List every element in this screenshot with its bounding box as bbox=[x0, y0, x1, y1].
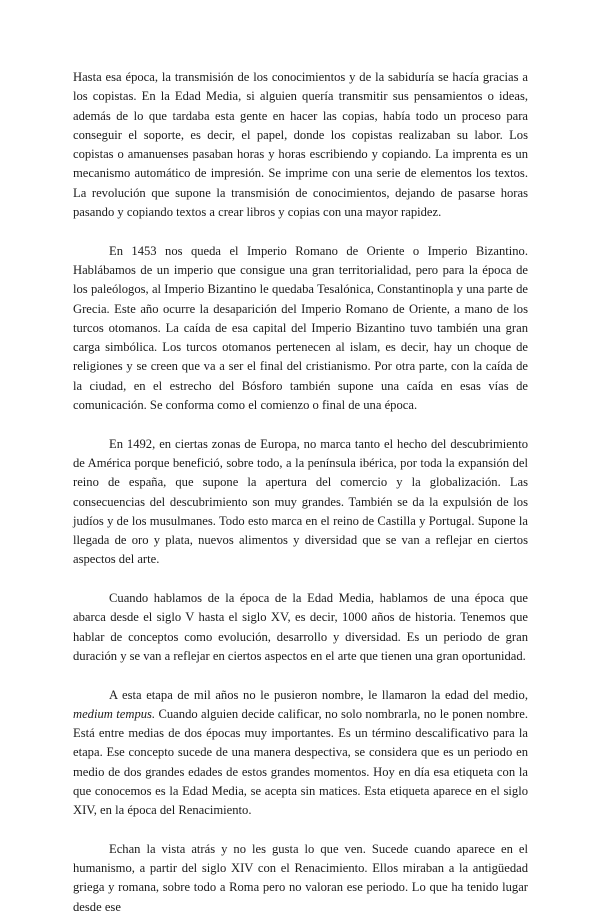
paragraph-1492: En 1492, en ciertas zonas de Europa, no marca tanto el hecho del descubrimiento de América porque benefició, sobre todo, a la península ibérica, por toda la expansión del reino de españa, que supone la apertura del comercio y la globalización. Las consecuencias del descubrimiento son muy grandes. También se da la expulsión de los judíos y de los musulmanes. Todo esto marca en el reino de Castilla y Portugal. Supone la llegada de oro y plata, nuevos alimentos y diversidad que se van a reflejar en ciertos aspectos del arte. bbox=[73, 436, 528, 567]
paragraph-text-segment: Cuando alguien decide calificar, no solo nombrarla, no le ponen nombre. Está entre medias de dos épocas muy importantes. Es un término descalificativo para la etapa. Ese concepto sucede de una manera despectiva, se considera que es un periodo en medio de dos grandes edades de estos grandes momentos. Hoy en día esa etiqueta con la que conocemos es la Edad Media, se acepta sin matices. Esta etiqueta aparece en el siglo XIV, en la época del Renacimiento. bbox=[73, 706, 528, 818]
paragraph-text-segment: A esta etapa de mil años no le pusieron nombre, le llamaron la edad del medio, bbox=[109, 687, 528, 702]
document-body bbox=[73, 68, 528, 917]
paragraph-medium-tempus bbox=[73, 686, 528, 821]
paragraph-edad-media: Cuando hablamos de la época de la Edad Media, hablamos de una época que abarca desde el siglo V hasta el siglo XV, es decir, 1000 años de historia. Tenemos que hablar de conceptos como evolución, desarrollo y diversidad. Es un periodo de gran duración y se van a reflejar en ciertos aspectos en el arte que tienen una gran oportunidad. bbox=[73, 591, 528, 663]
italic-term: medium tempus. bbox=[73, 706, 156, 721]
paragraph-copistas: Hasta esa época, la transmisión de los conocimientos y de la sabiduría se hacía gracias a los copistas. En la Edad Media, si alguien quería transmitir sus pensamientos o ideas, además de lo que tardaba esta gente en hacer las copias, había todo un proceso para conseguir el soporte, es decir, el papel, donde los copistas realizaban su labor. Los copistas o amanuenses pasaban horas y horas escribiendo y copiando. La imprenta es un mecanismo automático de impresión. Se imprime con una serie de elementos los textos. La revolución que supone la transmisión de conocimientos, dejando de pasarse horas pasando y copiando textos a crear libros y copias con una mayor rapidez. bbox=[73, 70, 528, 220]
paragraph-1453: En 1453 nos queda el Imperio Romano de Oriente o Imperio Bizantino. Hablábamos de un imperio que consigue una gran territorialidad, pero para la época de los paleólogos, al Imperio Bizantino le quedaba Tesalónica, Constantinopla y una parte de Grecia. Este año ocurre la desaparición del Imperio Romano de Oriente, a mano de los turcos otomanos. La caída de esa capital del Imperio Bizantino tuvo también una gran carga simbólica. Los turcos otomanos pertenecen al islam, es decir, hay un choque de religiones y se creen que va a ser el final del cristianismo. Por otra parte, con la caída de la ciudad, en el estrecho del Bósforo también supone una caída en esas vías de comunicación. Se conforma como el comienzo o final de una época. bbox=[73, 243, 528, 413]
paragraph-renacimiento: Echan la vista atrás y no les gusta lo que ven. Sucede cuando aparece en el humanismo, a partir del siglo XIV con el Renacimiento. Ellos miraban a la antigüedad griega y romana, sobre todo a Roma pero no valoran ese periodo. Lo que ha tenido lugar desde ese bbox=[73, 841, 528, 914]
